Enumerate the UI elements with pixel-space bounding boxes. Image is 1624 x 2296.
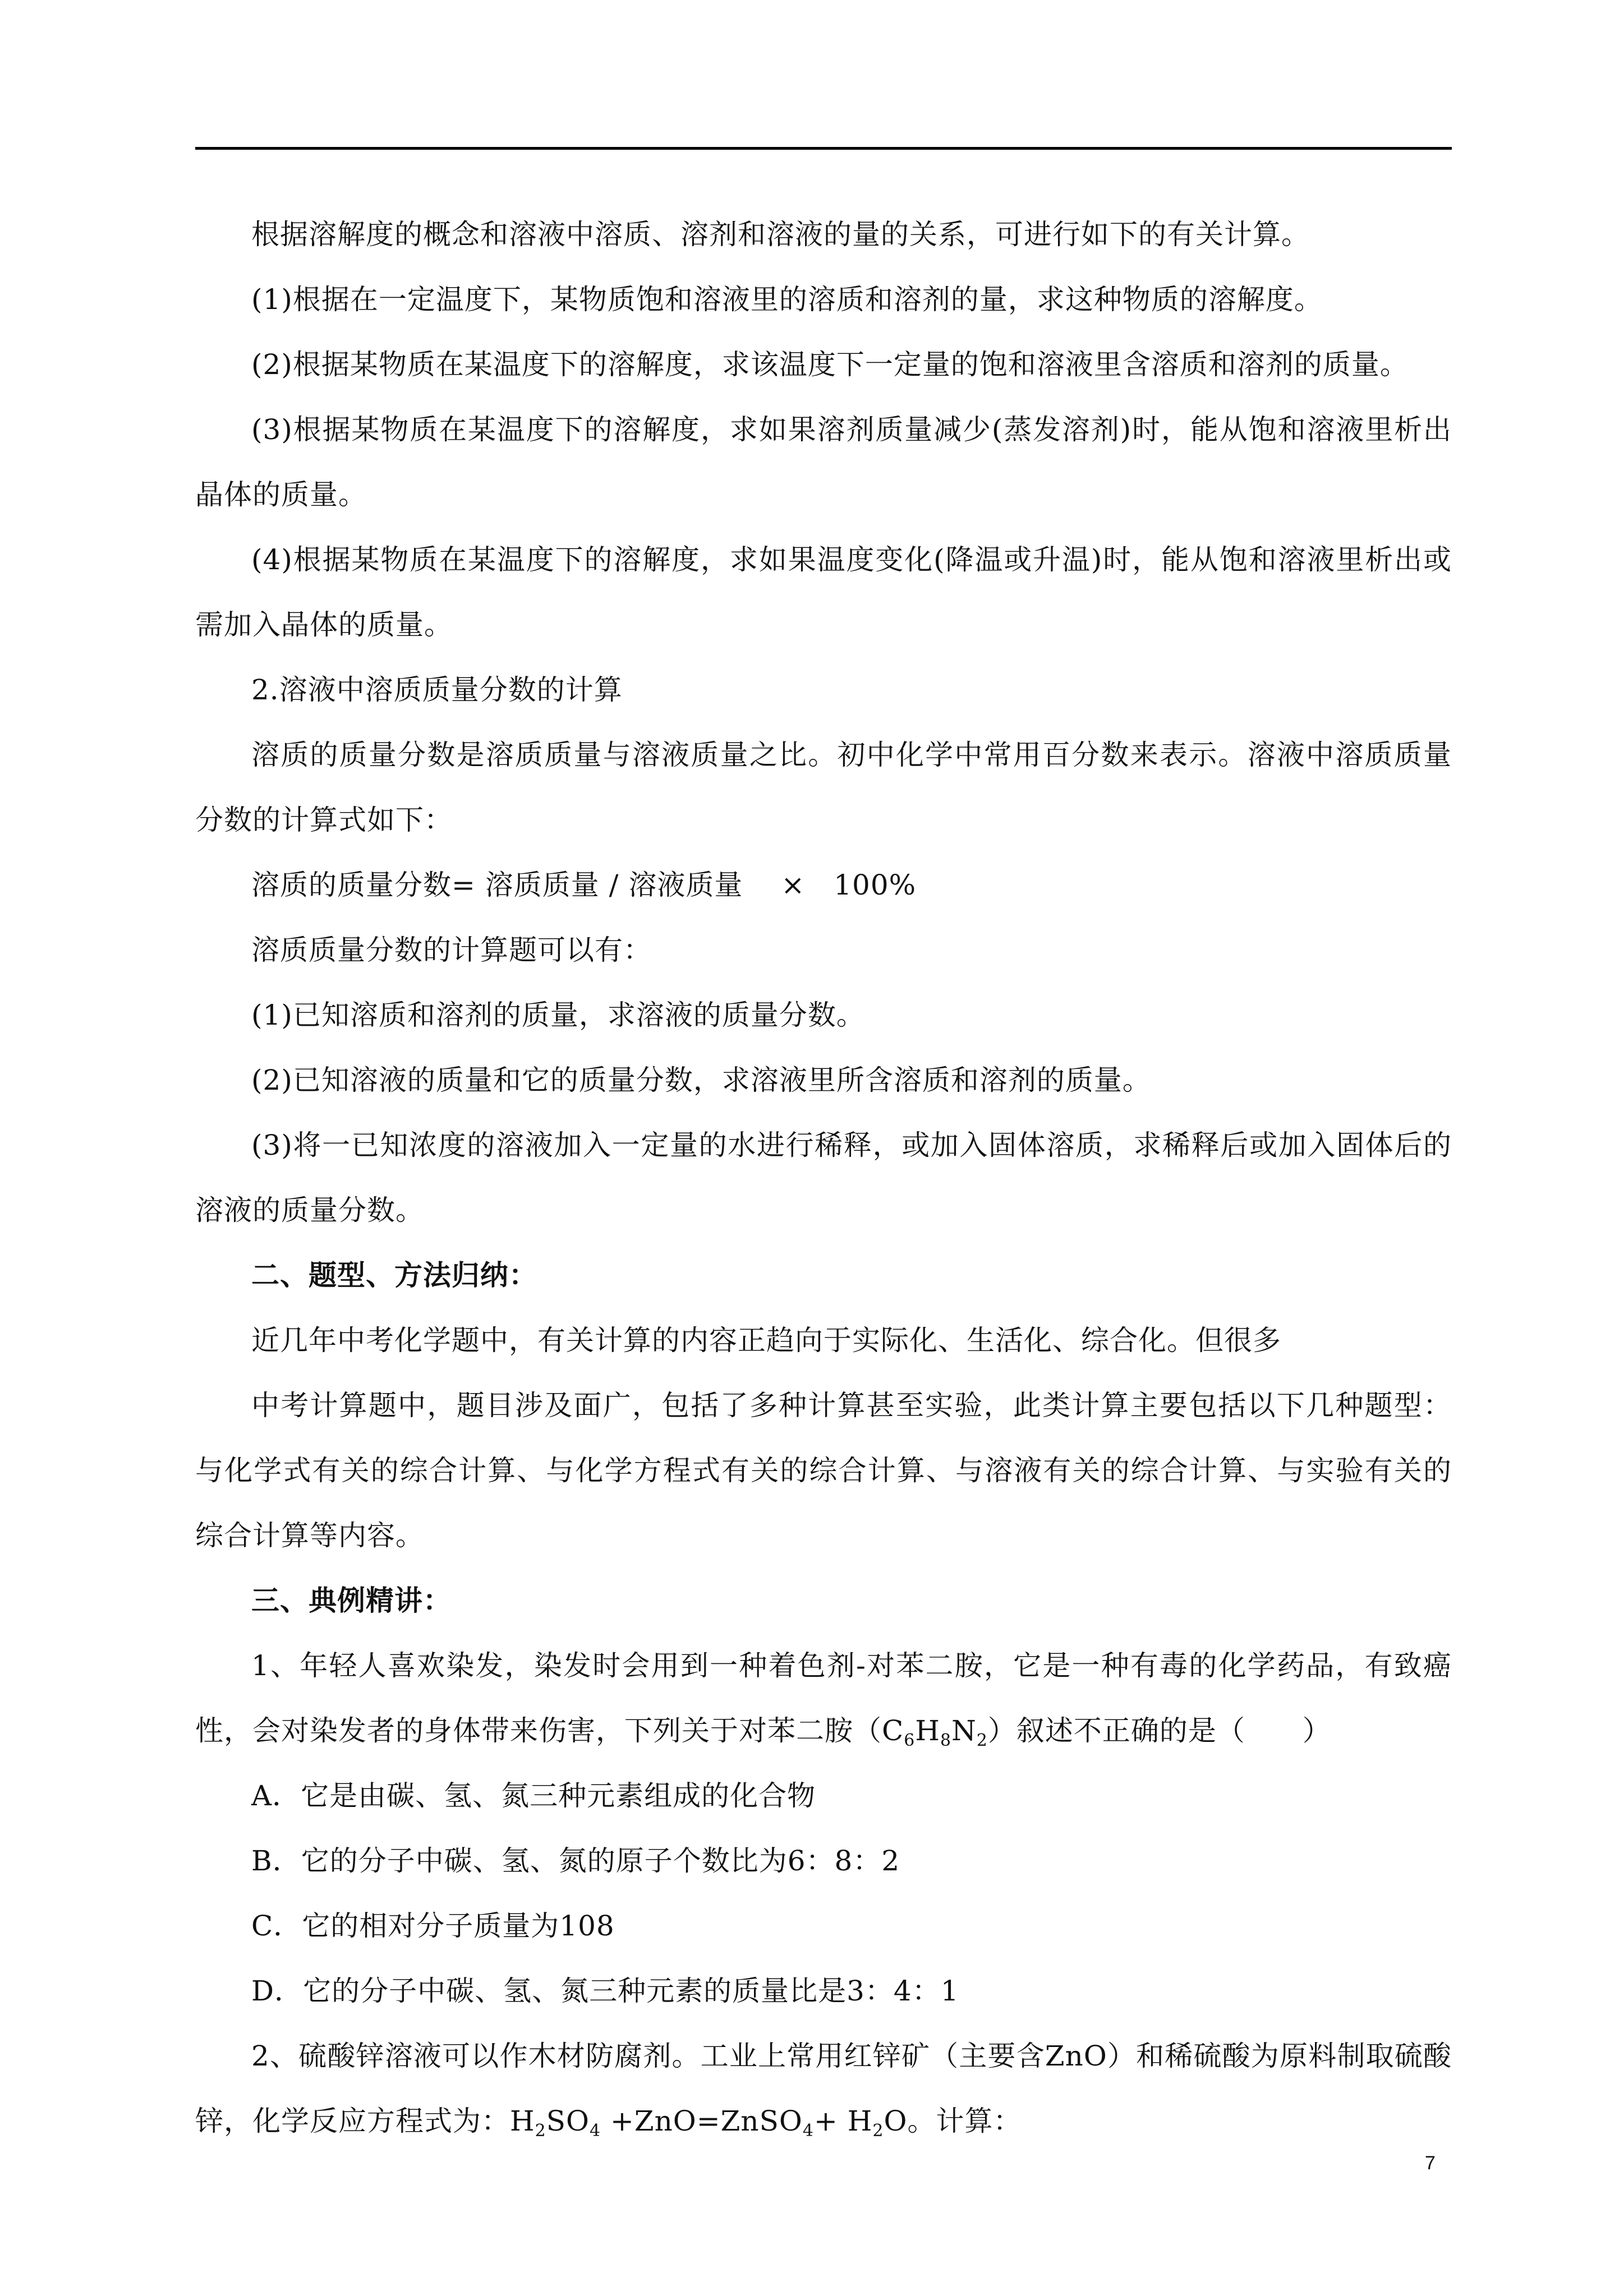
paragraph: 根据溶解度的概念和溶液中溶质、溶剂和溶液的量的关系，可进行如下的有关计算。 bbox=[251, 218, 1310, 251]
formula-text: +ZnO=ZnSO bbox=[601, 2105, 803, 2137]
question-text: O。计算： bbox=[884, 2105, 1022, 2137]
question-text: 1、年轻人喜欢染发，染发时会用到一种着色剂-对苯二胺，它是一种有毒的化学药品，有致癌性，会对染发者的身体带来伤害，下列关于对苯二胺（C bbox=[195, 1649, 1452, 1747]
paragraph: 溶质的质量分数是溶质质量与溶液质量之比。初中化学中常用百分数来表示。溶液中溶质质量分数的计算式如下： bbox=[195, 739, 1452, 836]
list-item: (3)将一已知浓度的溶液加入一定量的水进行稀释，或加入固体溶质，求稀释后或加入固体后的溶液的质量分数。 bbox=[195, 1129, 1452, 1227]
list-item: (1)已知溶质和溶剂的质量，求溶液的质量分数。 bbox=[251, 999, 865, 1031]
paragraph: 中考计算题中，题目涉及面广，包括了多种计算甚至实验，此类计算主要包括以下几种题型：与化学式有关的综合计算、与化学方程式有关的综合计算、与溶液有关的综合计算、与实验有关的综合计算等内容。 bbox=[195, 1389, 1452, 1552]
subscript: 4 bbox=[802, 2121, 814, 2141]
paragraph: 溶质质量分数的计算题可以有： bbox=[251, 934, 652, 966]
option-c: C．它的相对分子质量为108 bbox=[251, 1910, 615, 1942]
option-a: A．它是由碳、氢、氮三种元素组成的化合物 bbox=[251, 1779, 816, 1812]
page-number: 7 bbox=[1425, 2152, 1436, 2174]
formula-text: SO bbox=[546, 2105, 590, 2137]
formula-text: H bbox=[915, 1714, 940, 1747]
section-subheading: 2.溶液中溶质质量分数的计算 bbox=[251, 674, 623, 706]
paragraph: 近几年中考化学题中，有关计算的内容正趋向于实际化、生活化、综合化。但很多 bbox=[251, 1324, 1281, 1357]
subscript: 2 bbox=[976, 1731, 988, 1750]
option-b: B．它的分子中碳、氢、氮的原子个数比为6：8：2 bbox=[251, 1845, 900, 1877]
option-d: D．它的分子中碳、氢、氮三种元素的质量比是3：4：1 bbox=[251, 1975, 959, 2007]
section-heading: 三、典例精讲： bbox=[251, 1584, 452, 1617]
question-text: ）叙述不正确的是（ ） bbox=[987, 1714, 1331, 1747]
formula-text: N bbox=[951, 1714, 977, 1747]
subscript: 4 bbox=[589, 2121, 601, 2141]
header-rule bbox=[195, 147, 1452, 150]
list-item: (2)根据某物质在某温度下的溶解度，求该温度下一定量的饱和溶液里含溶质和溶剂的质量。 bbox=[251, 348, 1409, 381]
formula-line: 溶质的质量分数= 溶质质量 / 溶液质量 × 100% bbox=[251, 869, 917, 901]
list-item: (1)根据在一定温度下，某物质饱和溶液里的溶质和溶剂的量，求这种物质的溶解度。 bbox=[251, 283, 1323, 316]
subscript: 2 bbox=[872, 2121, 884, 2141]
subscript: 6 bbox=[904, 1731, 915, 1750]
list-item: (2)已知溶液的质量和它的质量分数，求溶液里所含溶质和溶剂的质量。 bbox=[251, 1064, 1151, 1096]
section-heading: 二、题型、方法归纳： bbox=[251, 1258, 537, 1292]
document-body bbox=[195, 202, 1452, 2154]
question-text: 2、硫酸锌溶液可以作木材防腐剂。工业上常用红锌矿（主要含ZnO）和稀硫酸为原料制取硫酸锌，化学反应方程式为：H bbox=[195, 2040, 1452, 2137]
list-item: (4)根据某物质在某温度下的溶解度，求如果温度变化(降温或升温)时，能从饱和溶液里析出或需加入晶体的质量。 bbox=[195, 543, 1452, 641]
subscript: 8 bbox=[940, 1731, 952, 1750]
question-2 bbox=[195, 2023, 1452, 2154]
formula-text: + H bbox=[813, 2105, 873, 2137]
question-1 bbox=[195, 1633, 1452, 1763]
list-item: (3)根据某物质在某温度下的溶解度，求如果溶剂质量减少(蒸发溶剂)时，能从饱和溶液里析出晶体的质量。 bbox=[195, 413, 1452, 511]
subscript: 2 bbox=[535, 2121, 546, 2141]
